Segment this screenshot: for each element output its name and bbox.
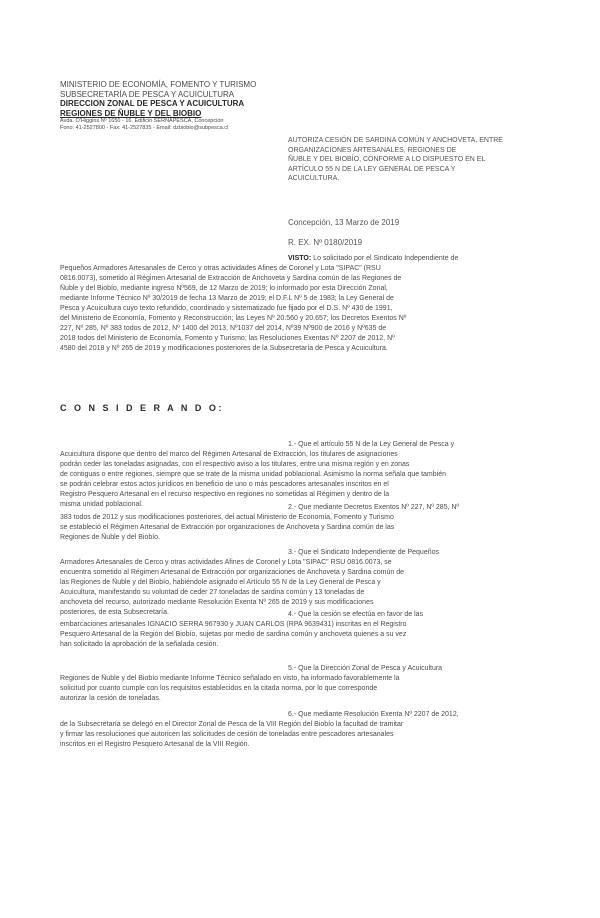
visto-line: Lo solicitado por el Sindicato Independiente de (313, 255, 459, 262)
paragraph-line: han solicitado la aprobación de la señalada cesión. (60, 641, 219, 648)
paragraph-line: 2.- Que mediante Decretos Exentos Nº 227, Nº 285, Nº (288, 504, 460, 511)
visto-line: 4580 del 2018 y Nº 265 de 2019 y modificaciones posteriores de la Subsecretaría de Pesca y Acuicultura. (60, 345, 388, 352)
paragraph-line: 383 todos de 2012 y sus modificaciones posteriores, del actual Ministerio de Economía, Fomento y Turismo (60, 514, 394, 521)
considerando-paragraph-5 (60, 664, 544, 704)
subject-line: ARTÍCULO 55 N DE LA LEY GENERAL DE PESCA Y (288, 165, 456, 173)
subject-line: AUTORIZA CESIÓN DE SARDINA COMÚN Y ANCHOVETA, ENTRE (288, 137, 503, 144)
date-line: Concepción, 13 Marzo de 2019 (288, 218, 400, 227)
paragraph-line: Regiones de Ñuble y del Biobío. (60, 534, 161, 541)
office-address: Avda. O'Higgins Nº 1650 - 16, Edificio SERNAPESCA, Concepción (60, 118, 224, 124)
visto-line: 227, Nº 285, Nº 383 todos de 2012, Nº 1400 del 2013, Nº1037 del 2014, Nº39 Nº900 de 2016 y Nº635 de (60, 325, 387, 332)
region-name: REGIONES DE ÑUBLE Y DEL BIOBIO (60, 108, 202, 118)
office-contact: Fono: 41-2527800 - Fax: 41-2527835 - Email: dzbiobio@subpesca.cl (60, 125, 229, 131)
paragraph-line: Acuicultura, manifestando su voluntad de ceder 27 toneladas de sardina común y 13 toneladas de (60, 589, 365, 596)
paragraph-line: solicitud por cuanto cumple con los requisitos establecidos en la citada norma, por lo que corresponde (60, 685, 378, 692)
paragraph-line: 6.- Que mediante Resolución Exenta Nº 2207 de 2012, (288, 711, 459, 718)
paragraph-line: se estableció el Régimen Artesanal de Extracción por organizaciones de Anchoveta y Sardina común de las (60, 524, 395, 531)
visto-line: Pequeños Armadores Artesanales de Cerco y otras actividades Afines de Coronel y Lota "SIPAC" (RSU (60, 265, 381, 272)
paragraph-line: Armadores Artesanales de Cerco y otras actividades Afines de Coronel y Lota "SIPAC" RSU 0816.0073, se (60, 559, 392, 566)
resolution-subject (288, 136, 548, 184)
paragraph-line: misma unidad poblacional. (60, 501, 143, 508)
paragraph-line: de contiguas o entre regiones, siempre que se trate de la misma unidad poblacional. Asimismo la norma señala que también (60, 471, 446, 478)
paragraph-line: Pesquero Artesanal de la Región del Biobío, sujetas por medio de sardina común y anchoveta quienes a su vez (60, 631, 407, 638)
paragraph-line: y firmar las resoluciones que autoricen las solicitudes de cesión de toneladas entre pescadores artesanales (60, 731, 394, 738)
paragraph-line: posteriores, de esta Subsecretaría. (60, 609, 169, 616)
visto-line: 0816.0073), sometido al Régimen Artesanal de Extracción de Anchoveta y Sardina común de las Regiones de (60, 275, 402, 282)
paragraph-line: encuentra sometido al Régimen Artesanal de Extracción por organizaciones de Anchoveta y Sardina común de (60, 569, 404, 576)
considerando-paragraph-3 (60, 548, 544, 618)
visto-first-line (60, 254, 544, 264)
subsecretary-name: SUBSECRETARÍA DE PESCA Y ACUICULTURA (60, 89, 235, 99)
visto-line: del Ministerio de Economía, Fomento y Reconstrucción; las Leyes Nº 20.560 y 20.657; los Decretos Exentos Nº (60, 315, 407, 322)
paragraph-line: embarcaciones artesanales IGNACIO SERRA 967930 y JUAN CARLOS (RPA 9639431) inscritas en el Registro (60, 621, 407, 628)
paragraph-line: 5.- Que la Dirección Zonal de Pesca y Acuicultura (288, 665, 443, 672)
subject-line: ORGANIZACIONES ARTESANALES, REGIONES DE (288, 146, 457, 154)
visto-line: 2018 todos del Ministerio de Economía, Fomento y Turismo; las Resoluciones Exentas Nº 2207 de 2012, Nº (60, 335, 395, 342)
paragraph-line: anchoveta del recurso, autorizado mediante Resolución Exenta Nº 265 de 2019 y sus modificaciones (60, 599, 374, 606)
visto-label: VISTO: (288, 255, 312, 262)
considerando-paragraph-6 (60, 710, 544, 750)
office-name: DIRECCION ZONAL DE PESCA Y ACUICULTURA (60, 99, 245, 108)
subject-line: ÑUBLE Y DEL BIOBÍO, CONFORME A LO DISPUESTO EN EL (288, 156, 486, 163)
letterhead (60, 80, 310, 132)
paragraph-line: de la Subsecretaría se delegó en el Director Zonal de Pesca de la VIII Región del Biobío la facultad de tramitar (60, 721, 404, 728)
paragraph-line: Acuicultura dispone que dentro del marco del Régimen Artesanal de Extracción, los titulares de asignaciones (60, 451, 398, 458)
considerando-paragraph-4 (60, 610, 544, 650)
paragraph-line: 3.- Que el Sindicato Independiente de Pequeños (288, 549, 440, 556)
visto-line: Pesca y Acuicultura cuyo texto refundido, coordinado y sistematizado fue fijado por el D.S. Nº 430 de 1991, (60, 305, 393, 312)
considerando-paragraph-1 (60, 440, 544, 510)
paragraph-line: 1.- Que el artículo 55 N de la Ley General de Pesca y (288, 441, 455, 448)
considerando-heading: C O N S I D E R A N D O: (60, 403, 224, 413)
paragraph-line: autorizar la cesión de toneladas. (60, 695, 161, 702)
paragraph-line: se podrán celebrar estos actos jurídicos en beneficio de uno o más pescadores artesanales inscritos en el (60, 481, 389, 488)
visto-line: Ñuble y del Biobío, mediante ingreso Nº569, de 12 Marzo de 2019; lo informado por esta Dirección Zonal, (60, 285, 388, 292)
paragraph-line: 4.- Que la cesión se efectúa en favor de las (288, 611, 424, 618)
subject-line: ACUICULTURA. (288, 175, 340, 182)
visto-section (60, 254, 544, 354)
visto-line: mediante Informe Técnico Nº 30/2019 de fecha 13 Marzo de 2019; el D.F.L Nº 5 de 1983; la Ley General de (60, 295, 394, 302)
paragraph-line: inscritos en el Registro Pesquero Artesanal de la VIII Región. (60, 741, 250, 748)
paragraph-line: Registro Pesquero Artesanal en el recurso respectivo en regiones no sometidas al Régimen y dentro de la (60, 491, 390, 498)
paragraph-line: las Regiones de Ñuble y del Biobío, habiéndole asignado el Artículo 55 N de la Ley General de Pesca y (60, 579, 381, 586)
resolution-number: R. EX. Nº 0180/2019 (288, 238, 363, 247)
paragraph-line: Regiones de Ñuble y del Biobío mediante Informe Técnico señalado en visto, ha informado favorablemente la (60, 675, 400, 682)
paragraph-line: podrán ceder las toneladas asignadas, con el respectivo aviso a los titulares, entre una misma región y en zonas (60, 461, 410, 468)
considerando-paragraph-2 (60, 503, 544, 543)
ministry-name: MINISTERIO DE ECONOMÍA, FOMENTO Y TURISMO (60, 80, 257, 89)
